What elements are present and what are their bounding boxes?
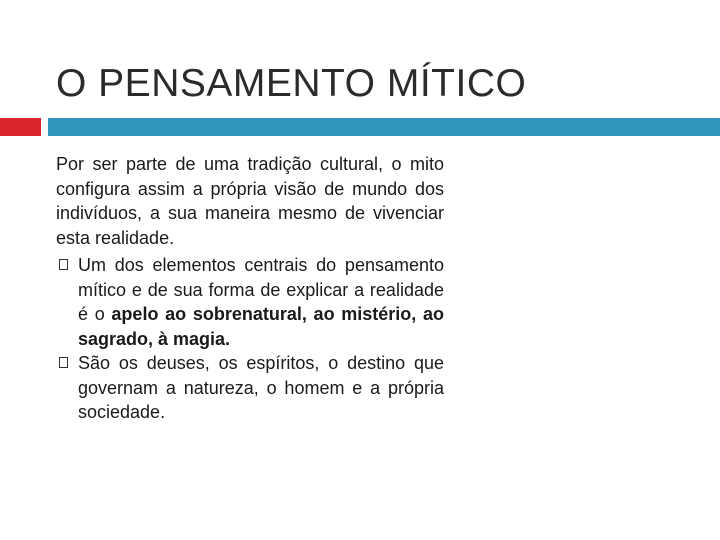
square-bullet-icon — [59, 259, 68, 270]
bullet-item-2 — [56, 351, 444, 425]
intro-paragraph: Por ser parte de uma tradição cultural, o mito configura assim a própria visão de mundo dos indivíduos, a sua maneira mesmo de vivenciar esta realidade. — [56, 154, 444, 248]
bullet-list — [56, 253, 444, 425]
title-accent-bar-red — [0, 118, 41, 136]
square-bullet-icon — [59, 357, 68, 368]
slide-content — [56, 152, 444, 425]
bullet-1-bold-text: apelo ao sobrenatural, ao mistério, ao sagrado, à magia. — [78, 304, 444, 349]
bullet-1-text: Um dos elementos centrais do pensamento mítico e de sua forma de explicar a realidade é o — [78, 255, 444, 324]
slide-title: O PENSAMENTO MÍTICO — [56, 62, 527, 105]
title-accent-bar-blue — [48, 118, 720, 136]
bullet-2-text: São os deuses, os espíritos, o destino que governam a natureza, o homem e a própria sociedade. — [78, 353, 444, 422]
bullet-item-1 — [56, 253, 444, 351]
